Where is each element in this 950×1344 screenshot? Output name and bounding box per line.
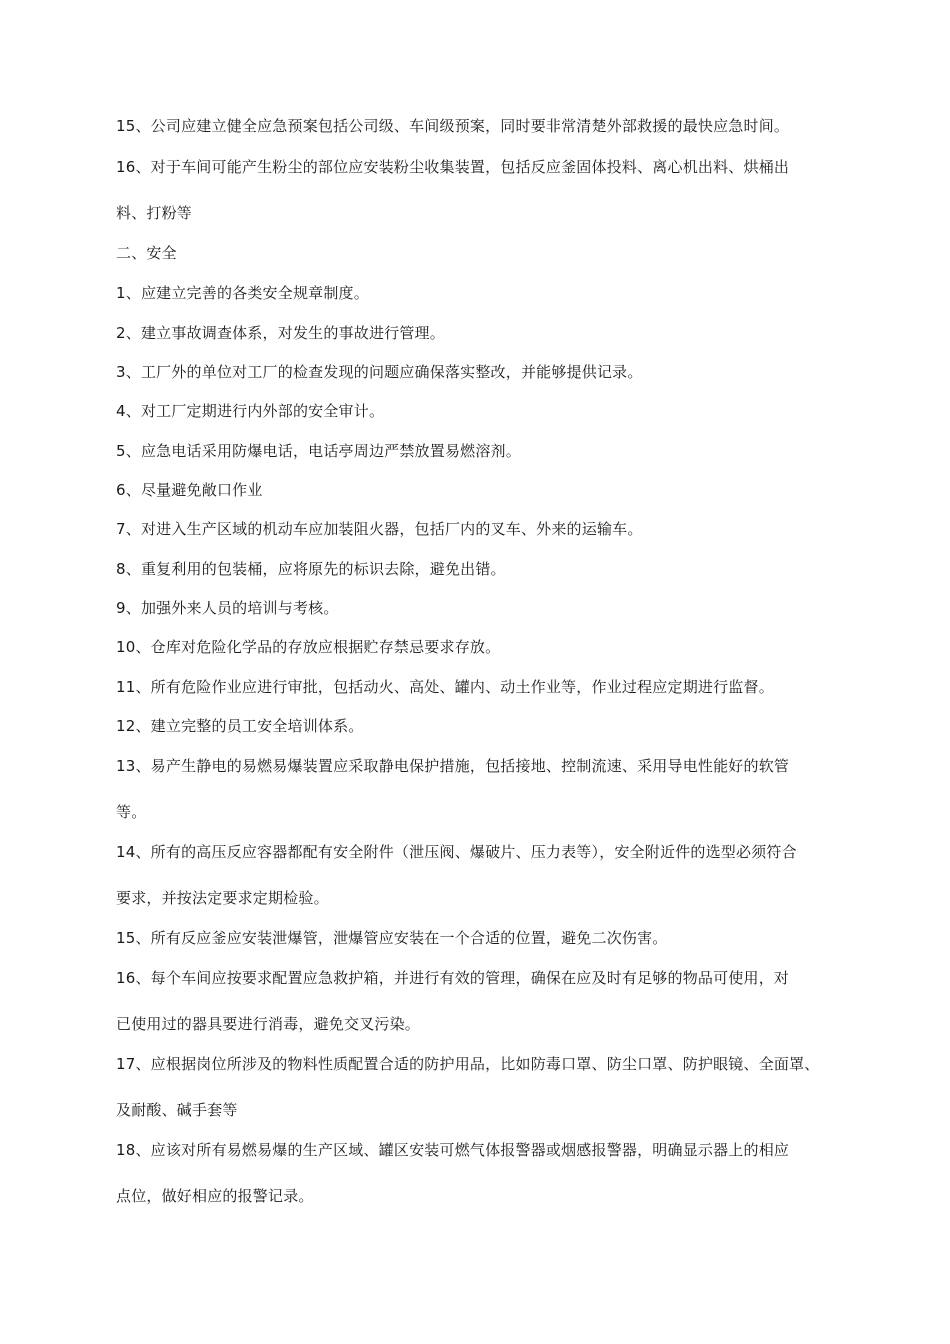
text-line: 等。 <box>116 803 147 821</box>
text-line: 8、重复利用的包装桶，应将原先的标识去除，避免出错。 <box>116 560 506 578</box>
text-line: 6、尽量避免敞口作业 <box>116 481 263 499</box>
text-line: 2、建立事故调查体系，对发生的事故进行管理。 <box>116 324 445 342</box>
text-line: 9、加强外来人员的培训与考核。 <box>116 599 339 617</box>
text-line: 11、所有危险作业应进行审批，包括动火、高处、罐内、动土作业等，作业过程应定期进行监督。 <box>116 678 774 696</box>
text-line: 16、对于车间可能产生粉尘的部位应安装粉尘收集装置，包括反应釜固体投料、离心机出料、烘桶出 <box>116 158 790 176</box>
text-line: 料、打粉等 <box>116 204 193 222</box>
text-line: 及耐酸、碱手套等 <box>116 1101 238 1119</box>
text-line: 18、应该对所有易燃易爆的生产区域、罐区安装可燃气体报警器或烟感报警器，明确显示器上的相应 <box>116 1141 790 1159</box>
text-line: 16、每个车间应按要求配置应急救护箱，并进行有效的管理，确保在应及时有足够的物品可使用，对 <box>116 969 790 987</box>
section-heading: 二、安全 <box>116 244 177 262</box>
text-line: 10、仓库对危险化学品的存放应根据贮存禁忌要求存放。 <box>116 638 501 656</box>
text-line: 4、对工厂定期进行内外部的安全审计。 <box>116 402 385 420</box>
text-line: 已使用过的器具要进行消毒，避免交叉污染。 <box>116 1015 421 1033</box>
text-line: 7、对进入生产区域的机动车应加装阻火器，包括厂内的叉车、外来的运输车。 <box>116 520 643 538</box>
text-line: 13、易产生静电的易燃易爆装置应采取静电保护措施，包括接地、控制流速、采用导电性能好的软管 <box>116 757 790 775</box>
text-line: 15、所有反应釜应安装泄爆管，泄爆管应安装在一个合适的位置，避免二次伤害。 <box>116 929 668 947</box>
text-line: 12、建立完整的员工安全培训体系。 <box>116 717 364 735</box>
text-line: 点位，做好相应的报警记录。 <box>116 1187 314 1205</box>
text-line: 14、所有的高压反应容器都配有安全附件（泄压阀、爆破片、压力表等），安全附近件的选型必须符合 <box>116 843 797 861</box>
text-line: 1、应建立完善的各类安全规章制度。 <box>116 284 369 302</box>
text-line: 要求，并按法定要求定期检验。 <box>116 889 329 907</box>
text-line: 3、工厂外的单位对工厂的检查发现的问题应确保落实整改，并能够提供记录。 <box>116 363 643 381</box>
text-line: 17、应根据岗位所涉及的物料性质配置合适的防护用品，比如防毒口罩、防尘口罩、防护眼镜、全面罩、 <box>116 1055 820 1073</box>
text-line: 15、公司应建立健全应急预案包括公司级、车间级预案，同时要非常清楚外部救援的最快应急时间。 <box>116 117 790 135</box>
text-line: 5、应急电话采用防爆电话，电话亭周边严禁放置易燃溶剂。 <box>116 442 521 460</box>
